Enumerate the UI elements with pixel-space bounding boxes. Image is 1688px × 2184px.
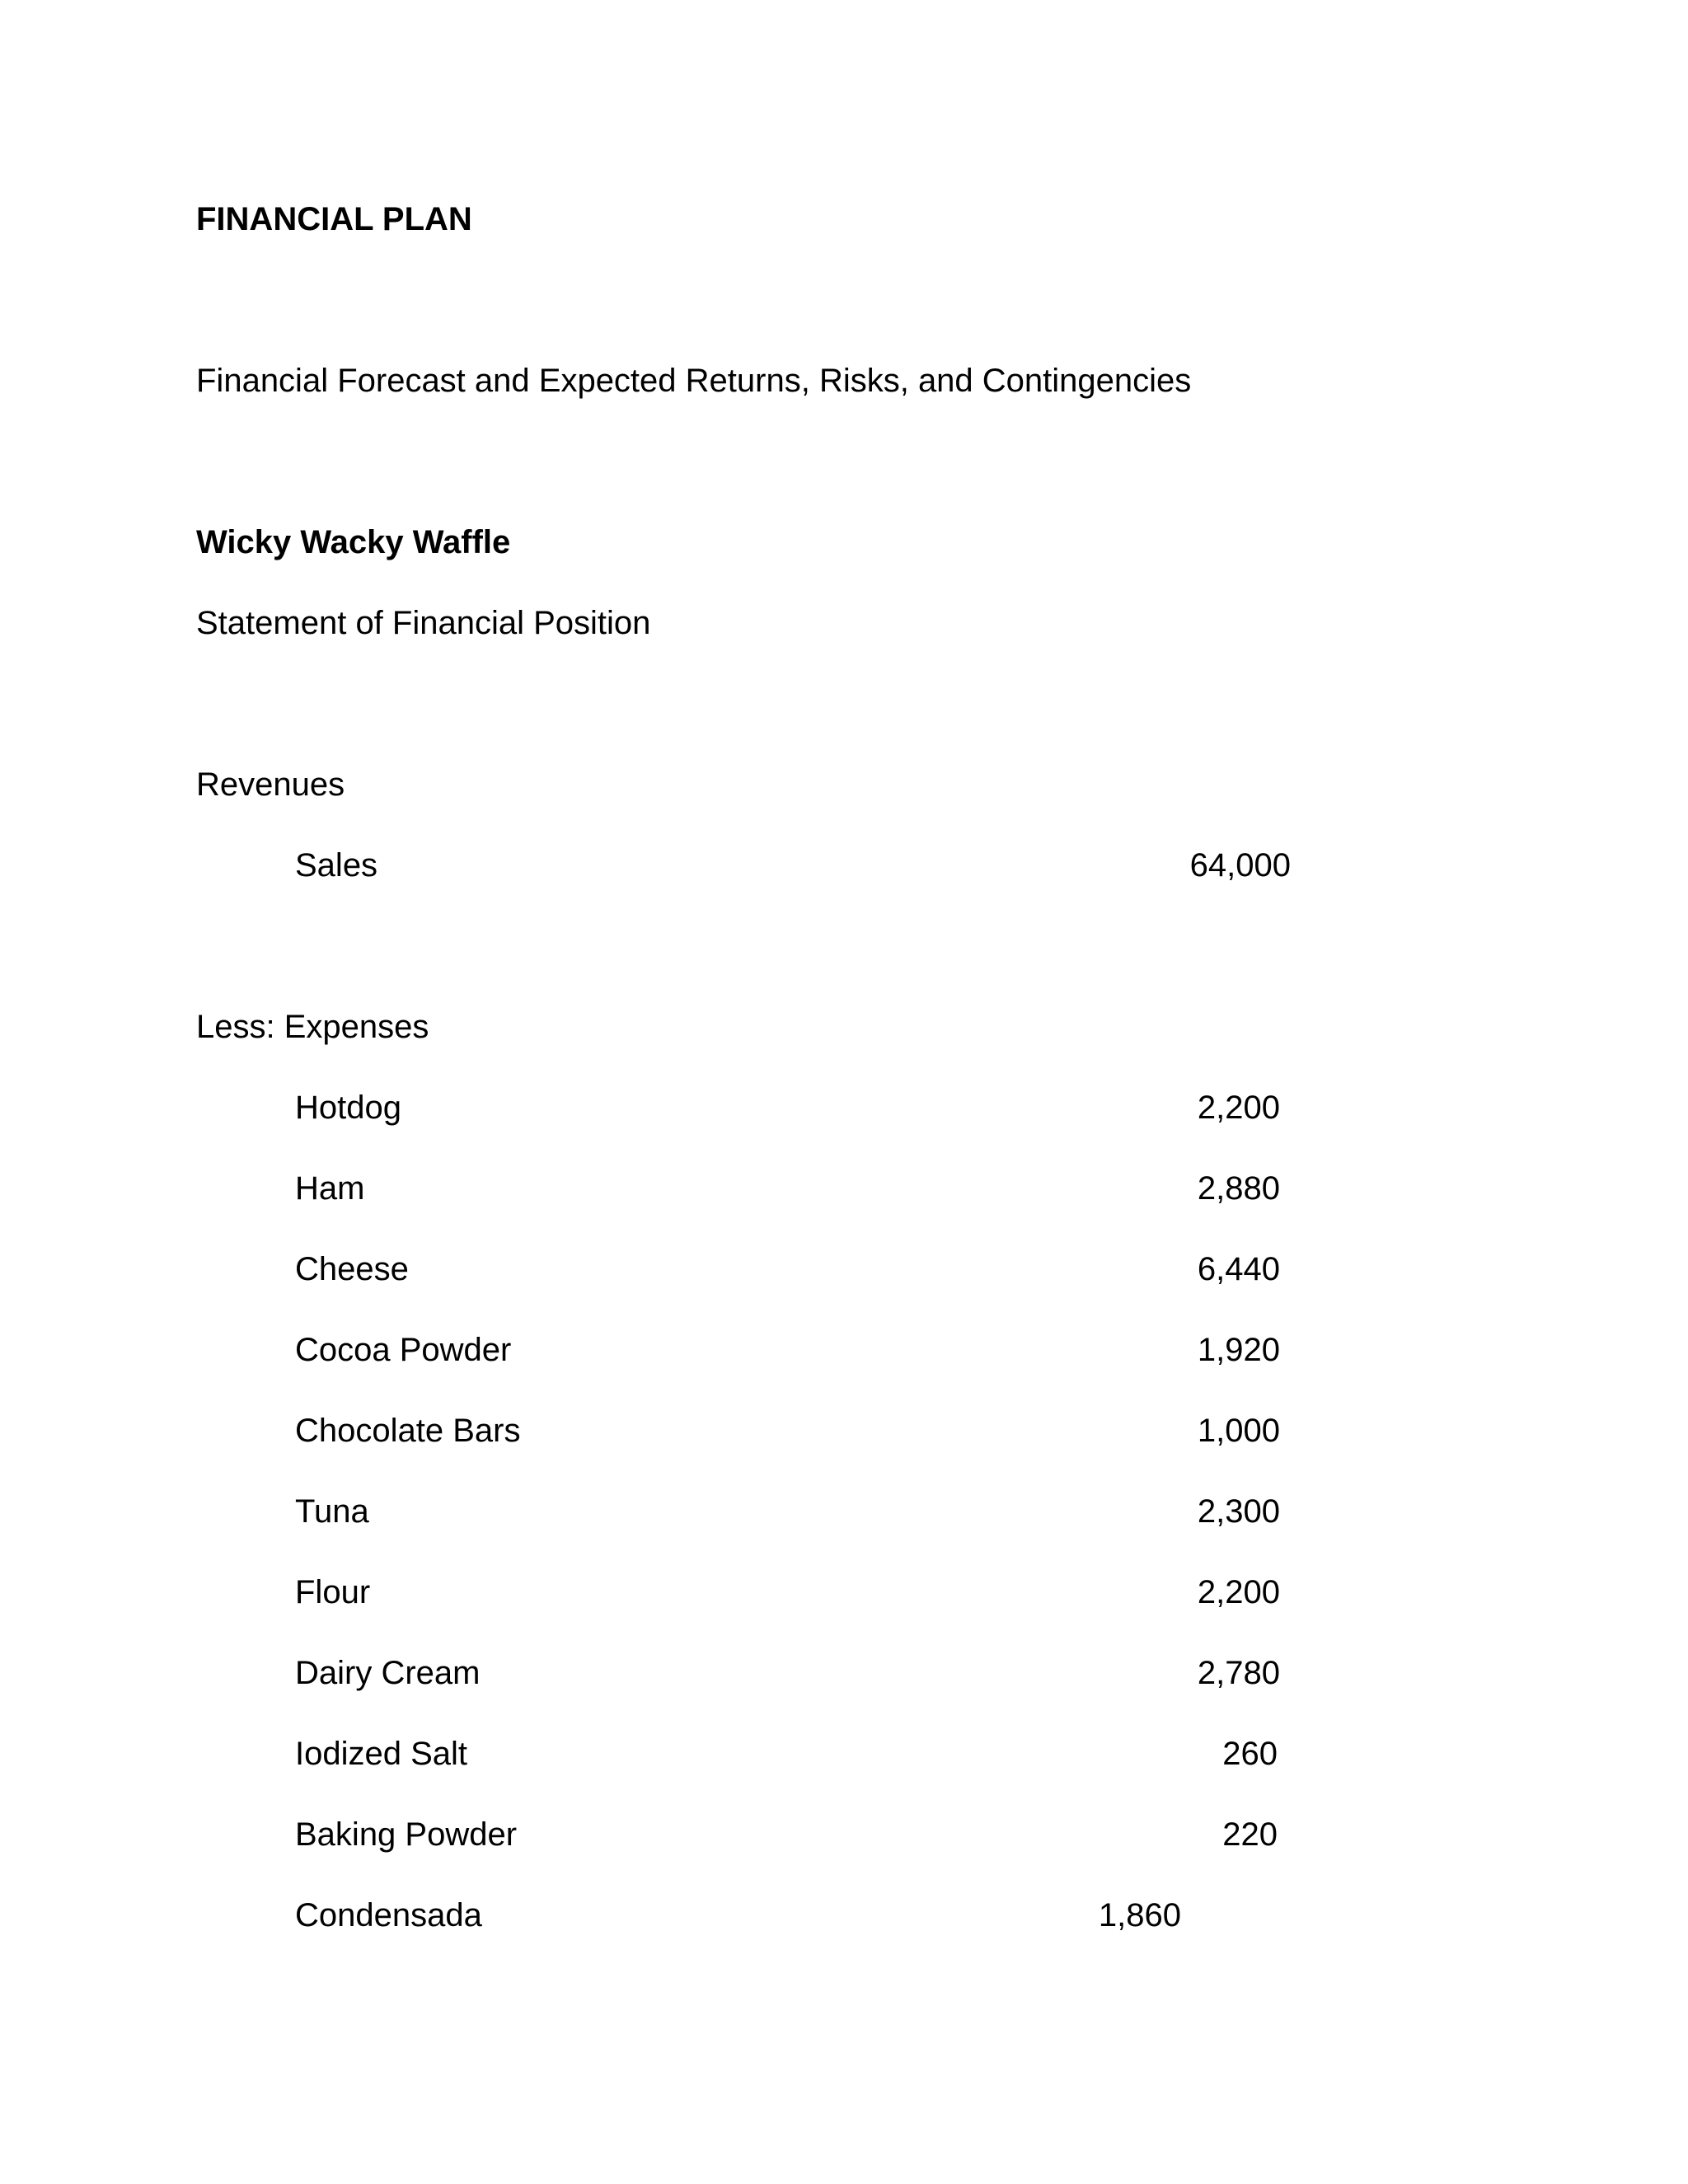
expense-item-amount: 2,200 — [1197, 1574, 1280, 1610]
expense-item-label: Ham — [295, 1170, 365, 1207]
company-name: Wicky Wacky Waffle — [196, 524, 511, 560]
expense-item-amount: 6,440 — [1197, 1251, 1280, 1287]
expense-item-label: Tuna — [295, 1493, 369, 1530]
expense-item-amount: 2,880 — [1197, 1170, 1280, 1207]
expense-item-label: Cheese — [295, 1251, 409, 1287]
expense-item-amount: 2,200 — [1197, 1090, 1280, 1126]
expense-item-label: Baking Powder — [295, 1816, 518, 1853]
document-subheading: Financial Forecast and Expected Returns, Risks, and Contingencies — [196, 363, 1192, 399]
statement-title: Statement of Financial Position — [196, 605, 651, 641]
expense-item-amount: 220 — [1222, 1816, 1278, 1853]
expense-item-label: Hotdog — [295, 1090, 401, 1126]
expense-item-label: Dairy Cream — [295, 1655, 481, 1691]
expense-item-label: Cocoa Powder — [295, 1332, 512, 1368]
expense-item-label: Iodized Salt — [295, 1736, 468, 1772]
expense-item-amount: 2,780 — [1197, 1655, 1280, 1691]
revenues-label: Revenues — [196, 766, 345, 803]
expenses-label: Less: Expenses — [196, 1009, 429, 1045]
expense-item-amount: 260 — [1222, 1736, 1278, 1772]
revenue-item-amount: 64,000 — [1189, 847, 1291, 883]
expense-item-amount: 1,000 — [1197, 1413, 1280, 1449]
revenue-item-label: Sales — [295, 847, 378, 883]
expense-item-label: Flour — [295, 1574, 371, 1610]
expense-item-label: Chocolate Bars — [295, 1413, 521, 1449]
expense-item-amount: 1,860 — [1098, 1897, 1181, 1933]
expense-item-amount: 2,300 — [1197, 1493, 1280, 1530]
expense-item-amount: 1,920 — [1197, 1332, 1280, 1368]
expense-item-label: Condensada — [295, 1897, 482, 1933]
document-heading: FINANCIAL PLAN — [196, 201, 472, 237]
